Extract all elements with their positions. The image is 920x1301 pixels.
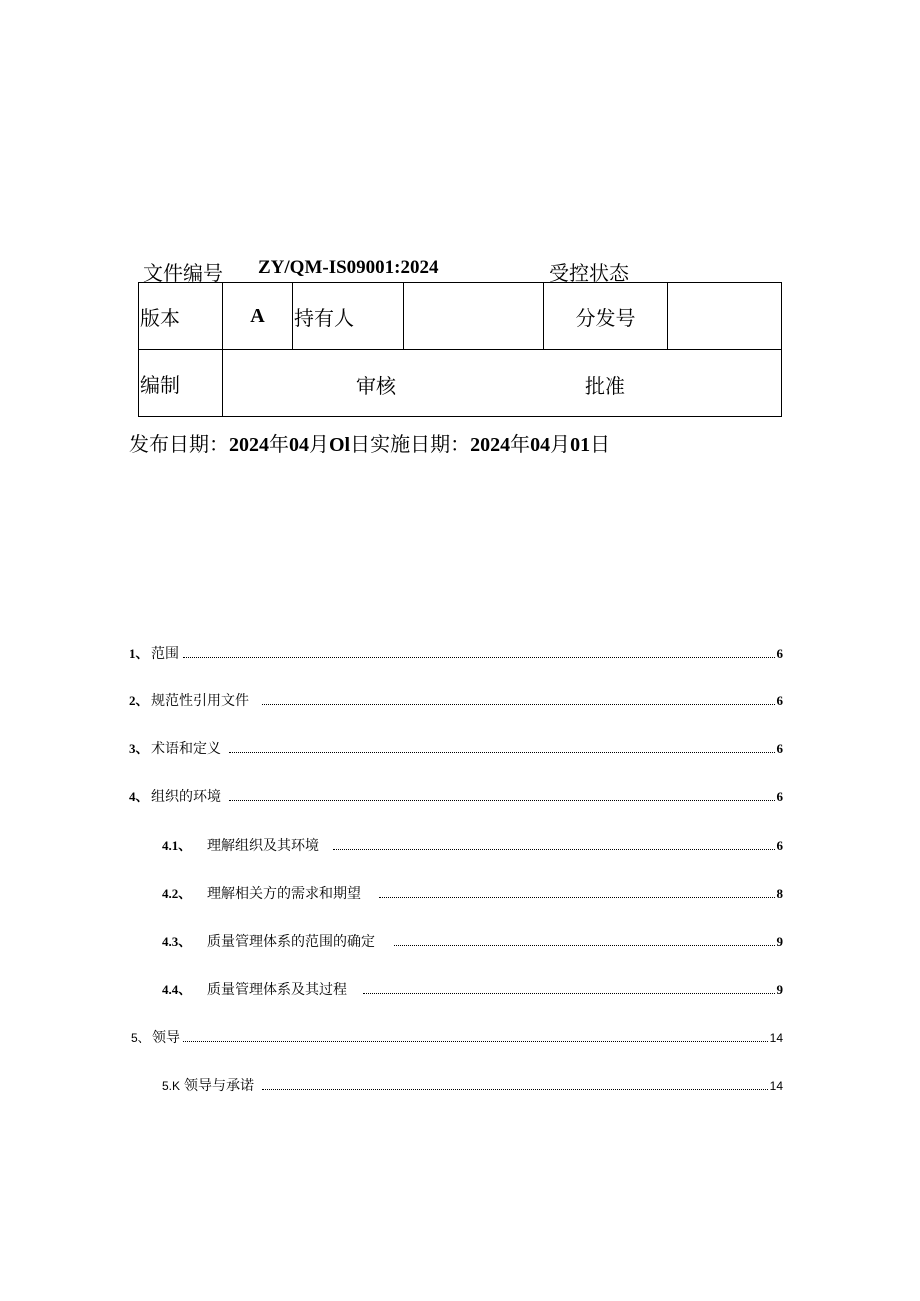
toc-entry[interactable] bbox=[0, 932, 920, 952]
toc-leader bbox=[262, 1089, 768, 1090]
distribution-number-value bbox=[668, 283, 782, 350]
toc-number: 2、 bbox=[129, 693, 149, 708]
toc-page: 6 bbox=[776, 693, 783, 708]
toc-number: 4、 bbox=[129, 789, 149, 804]
toc-entry[interactable] bbox=[0, 884, 920, 904]
publish-date-label: 发布日期： bbox=[129, 432, 229, 456]
toc-number: 3、 bbox=[129, 741, 149, 756]
toc-number: 4.3、 bbox=[162, 934, 192, 949]
toc-title: 理解组织及其环境 bbox=[207, 838, 319, 854]
toc-leader bbox=[262, 704, 775, 705]
reviewed-label: 审核 bbox=[356, 374, 396, 398]
toc-entry[interactable] bbox=[0, 644, 920, 664]
year-unit: 年 bbox=[510, 432, 531, 456]
toc-page: 6 bbox=[776, 646, 783, 661]
publish-year: 2024 bbox=[229, 434, 269, 456]
month-unit: 月 bbox=[550, 432, 571, 456]
toc-entry[interactable] bbox=[0, 1076, 920, 1096]
version-value: A bbox=[223, 283, 293, 350]
toc-entry[interactable] bbox=[0, 691, 920, 711]
toc-entry[interactable] bbox=[0, 787, 920, 807]
toc-number: 5、 bbox=[131, 1031, 150, 1045]
effective-date-label: 实施日期： bbox=[370, 432, 471, 456]
control-status-label: 受控状态 bbox=[549, 261, 629, 285]
toc-leader bbox=[363, 993, 775, 994]
toc-page: 14 bbox=[769, 1031, 783, 1045]
date-line bbox=[129, 428, 610, 457]
day-unit: 日 bbox=[350, 432, 371, 456]
toc-title: 质量管理体系的范围的确定 bbox=[207, 934, 375, 950]
publish-day: Ol bbox=[329, 434, 351, 456]
toc-title: 领导 bbox=[152, 1030, 180, 1046]
effective-month: 04 bbox=[530, 434, 551, 456]
toc-title: 领导与承诺 bbox=[184, 1078, 254, 1094]
toc-title: 理解相关方的需求和期望 bbox=[207, 886, 361, 902]
table-row bbox=[139, 283, 782, 350]
toc-leader bbox=[394, 945, 775, 946]
toc-page: 6 bbox=[776, 789, 783, 804]
toc-page: 6 bbox=[776, 741, 783, 756]
version-label: 版本 bbox=[139, 283, 223, 350]
toc-number: 4.2、 bbox=[162, 886, 192, 901]
year-unit: 年 bbox=[269, 432, 289, 456]
toc-number: 5.K bbox=[162, 1079, 181, 1093]
file-number-value: ZY/QM-IS09001:2024 bbox=[258, 257, 439, 278]
toc-title: 范围 bbox=[151, 646, 179, 662]
toc-entry[interactable] bbox=[0, 980, 920, 1000]
effective-day: 01 bbox=[570, 434, 591, 456]
distribution-number-label: 分发号 bbox=[544, 283, 668, 350]
toc-title: 质量管理体系及其过程 bbox=[207, 982, 347, 998]
holder-value bbox=[404, 283, 544, 350]
effective-year: 2024 bbox=[470, 434, 511, 456]
document-control-table bbox=[138, 282, 782, 417]
day-unit: 日 bbox=[590, 432, 611, 456]
toc-entry[interactable] bbox=[0, 1028, 920, 1048]
toc-leader bbox=[183, 1041, 768, 1042]
toc-leader bbox=[379, 897, 775, 898]
toc-entry[interactable] bbox=[0, 739, 920, 759]
holder-label: 持有人 bbox=[293, 283, 404, 350]
toc-title: 规范性引用文件 bbox=[151, 693, 249, 709]
toc-title: 组织的环境 bbox=[151, 789, 221, 805]
toc-page: 9 bbox=[776, 934, 783, 949]
signoff-cell bbox=[223, 350, 782, 417]
table-row bbox=[139, 350, 782, 417]
toc-page: 14 bbox=[769, 1079, 783, 1093]
toc-number: 4.4、 bbox=[162, 982, 192, 997]
prepared-label: 编制 bbox=[139, 350, 223, 417]
toc-leader bbox=[229, 752, 775, 753]
toc-leader bbox=[333, 849, 775, 850]
toc-page: 8 bbox=[776, 886, 783, 901]
toc-number: 4.1、 bbox=[162, 838, 192, 853]
toc-title: 术语和定义 bbox=[151, 741, 221, 757]
toc-page: 6 bbox=[776, 838, 783, 853]
file-number-label: 文件编号 bbox=[143, 261, 223, 285]
toc-page: 9 bbox=[776, 982, 783, 997]
month-unit: 月 bbox=[309, 432, 329, 456]
toc-leader bbox=[229, 800, 775, 801]
toc-leader bbox=[183, 657, 775, 658]
toc-entry[interactable] bbox=[0, 836, 920, 856]
toc-number: 1、 bbox=[129, 646, 149, 661]
publish-month: 04 bbox=[289, 434, 309, 456]
approved-label: 批准 bbox=[585, 374, 625, 398]
